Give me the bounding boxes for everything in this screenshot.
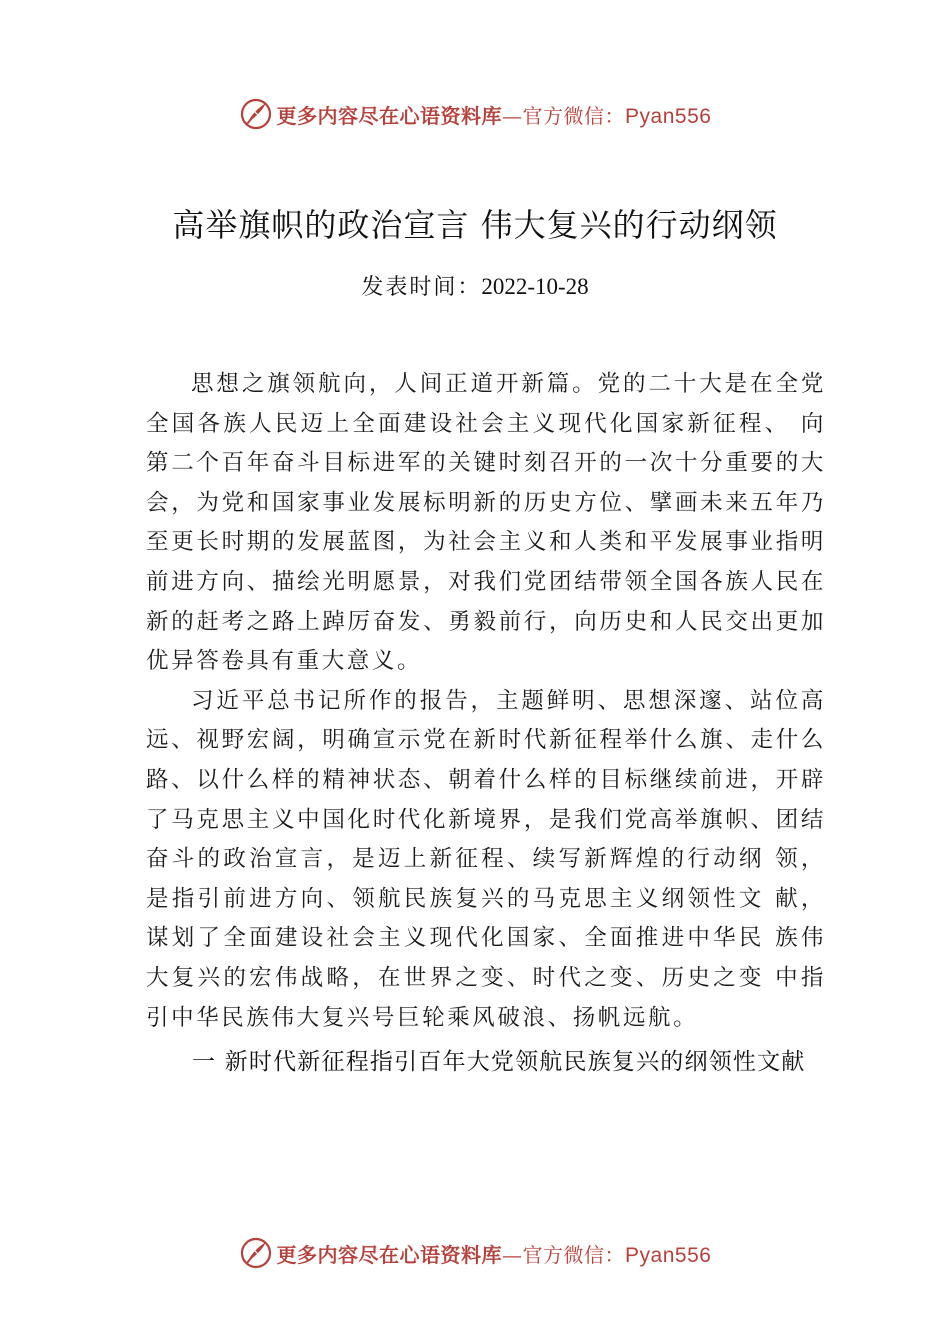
watermark-brand: 更多内容尽在心语资料库 xyxy=(276,103,503,128)
quill-logo-icon xyxy=(239,97,273,131)
watermark-header xyxy=(0,94,950,134)
watermark-separator: — xyxy=(502,103,523,128)
watermark-account: Pyan556 xyxy=(625,1243,712,1267)
publish-date-value: 2022-10-28 xyxy=(481,274,589,299)
watermark-footer xyxy=(0,1233,950,1273)
publish-date xyxy=(0,270,950,301)
section-heading: 一 新时代新征程指引百年大党领航民族复兴的纲领性文献 xyxy=(192,1049,806,1076)
paragraph-1: 思想之旗领航向，人间正道开新篇。党的二十大是在全党全国各族人民迈上全面建设社会主义现代化国家新征程、 向第二个百年奋斗目标进军的关键时刻召开的一次十分重要的大会，为党和国家事业发展标明新的历史方位、擘画未来五年乃至更长时期的发展蓝图，为社会主义和人类和平发展事业指明前进方向、描绘光明愿景，对我们党团结带领全国各族人民在新的赶考之路上踔厉奋发、勇毅前行，向历史和人民交出更加优异答卷具有重大意义。 xyxy=(146,371,826,675)
quill-logo-icon xyxy=(239,1236,273,1270)
watermark-account: Pyan556 xyxy=(625,104,712,128)
watermark-text xyxy=(277,100,712,129)
watermark-separator: — xyxy=(502,1242,523,1267)
watermark-text xyxy=(277,1239,712,1268)
publish-date-label: 发表时间： xyxy=(361,275,482,300)
watermark-label: 官方微信： xyxy=(522,1242,626,1267)
document-title: 高举旗帜的政治宣言 伟大复兴的行动纲领 xyxy=(172,206,778,244)
paragraph-2: 习近平总书记所作的报告，主题鲜明、思想深邃、站位高远、视野宏阔，明确宣示党在新时代新征程举什么旗、走什么路、以什么样的精神状态、朝着什么样的目标继续前进，开辟了马克思主义中国化时代化新境界，是我们党高举旗帜、团结奋斗的政治宣言，是迈上新征程、续写新辉煌的行动纲 领，是指引前进方向、领航民族复兴的马克思主义纲领性文 献，谋划了全面建设社会主义现代化国家、全面推进中华民 族伟大复兴的宏伟战略，在世界之变、时代之变、历史之变 中指引中华民族伟大复兴号巨轮乘风破浪、扬帆远航。 xyxy=(146,687,826,1031)
watermark-brand: 更多内容尽在心语资料库 xyxy=(276,1242,503,1267)
watermark-label: 官方微信： xyxy=(522,103,626,128)
article-body xyxy=(146,365,826,1082)
